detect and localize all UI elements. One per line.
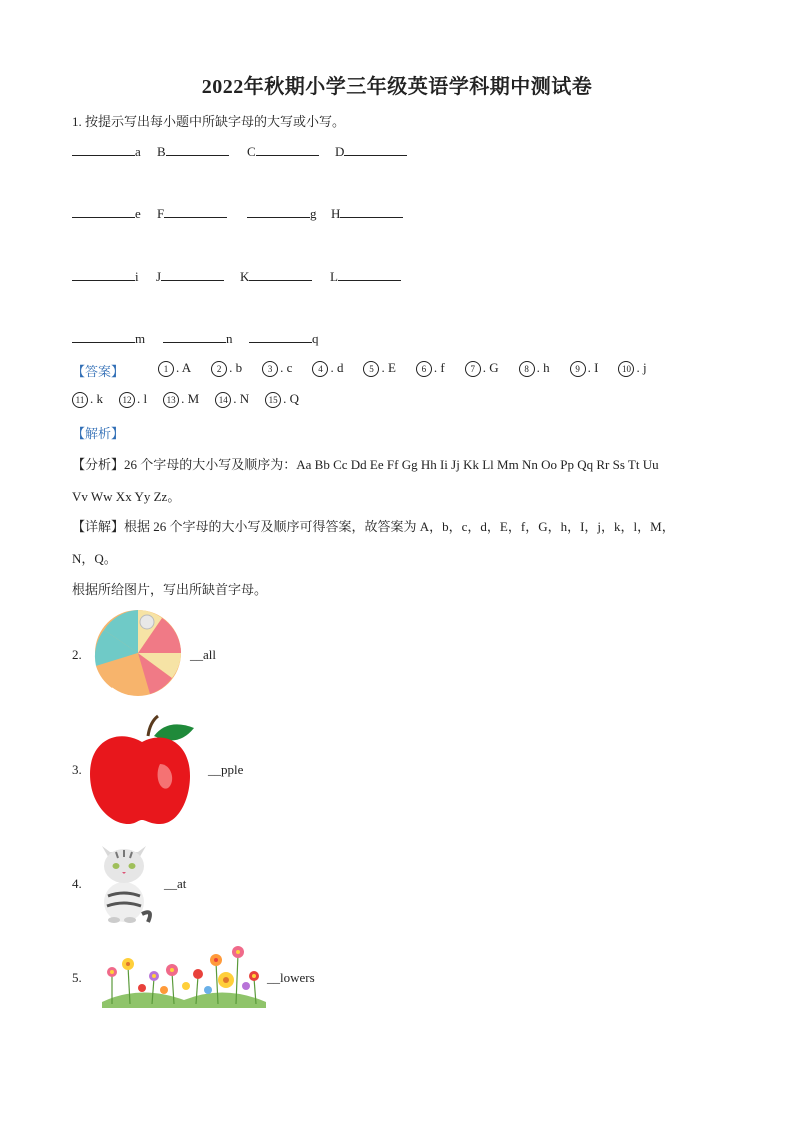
item-3-number: 3.: [72, 762, 82, 777]
answer-blank[interactable]: [166, 143, 229, 156]
answer-value: . j: [636, 360, 647, 375]
answer-item: [465, 360, 499, 377]
letter: m: [135, 331, 146, 346]
answer-blank[interactable]: [72, 268, 135, 281]
letter: n: [226, 331, 233, 346]
letter: e: [135, 206, 141, 221]
q1-row-4-c: [249, 330, 319, 347]
answer-number: 10: [618, 361, 634, 377]
xiangjie-line-1: [72, 516, 675, 535]
q1-row-2: [72, 205, 141, 222]
q1-row-1-b: [157, 143, 229, 160]
answer-blank[interactable]: [72, 330, 135, 343]
answer-blank[interactable]: [247, 205, 310, 218]
answer-blank[interactable]: [164, 205, 227, 218]
q1-row-1-c: [247, 143, 319, 160]
letter: g: [310, 206, 317, 221]
answer-number: 11: [72, 392, 88, 408]
q1-row-3: [72, 268, 139, 285]
letter: B: [157, 144, 166, 159]
apple-icon: [88, 714, 196, 826]
answer-blank[interactable]: [249, 330, 312, 343]
answer-number: 15: [265, 392, 281, 408]
answer-number: 6: [416, 361, 432, 377]
answer-item: [158, 360, 191, 377]
answer-number: 13: [163, 392, 179, 408]
q1-row-4-b: [163, 330, 233, 347]
answer-item: [618, 360, 646, 377]
q1-row-3-d: [330, 268, 401, 285]
answer-value: . E: [381, 360, 396, 375]
letter: q: [312, 331, 319, 346]
answer-line-1: [158, 360, 667, 377]
fenxi-tag: 【分析】: [72, 457, 125, 472]
answer-number: 5: [363, 361, 379, 377]
q1-row-4: [72, 330, 145, 347]
letter: a: [135, 144, 141, 159]
item-5-word: __lowers: [267, 970, 315, 985]
answer-item: [119, 391, 147, 408]
answer-item: [215, 391, 249, 408]
item-4-number: 4.: [72, 876, 82, 891]
answer-blank[interactable]: [72, 143, 135, 156]
q1-row-2-c: [247, 205, 317, 222]
answer-number: 14: [215, 392, 231, 408]
answer-number: 1: [158, 361, 174, 377]
answer-value: . A: [176, 360, 192, 375]
item-3-word: __pple: [208, 762, 244, 777]
answer-item: [519, 360, 550, 377]
q1-row-3-b: [156, 268, 224, 285]
xiangjie-text: 根据 26 个字母的大小写及顺序可得答案，故答案为 A，b，c，d，E，f，G，h，I，j，k，l，M，: [124, 519, 675, 534]
answer-blank[interactable]: [338, 268, 401, 281]
letter: i: [135, 269, 139, 284]
letter: L: [330, 269, 338, 284]
answer-item: [72, 391, 103, 408]
q1-row-2-b: [157, 205, 227, 222]
answer-number: 3: [262, 361, 278, 377]
answer-blank[interactable]: [163, 330, 226, 343]
q1-row-3-c: [240, 268, 312, 285]
answer-value: . f: [433, 360, 445, 375]
fenxi-line-2: Vv Ww Xx Yy Zz。: [72, 489, 181, 504]
answer-number: 8: [519, 361, 535, 377]
cat-icon: [96, 838, 154, 924]
q1-row-1-d: [335, 143, 407, 160]
answer-blank[interactable]: [340, 205, 403, 218]
fenxi-line-1: [72, 454, 659, 473]
page-title: 2022年秋期小学三年级英语学科期中测试卷: [201, 76, 593, 98]
answer-value: . I: [587, 360, 599, 375]
answer-number: 4: [312, 361, 328, 377]
beach-ball-icon: [92, 608, 184, 698]
letter: K: [240, 269, 250, 284]
answer-item: [265, 391, 299, 408]
answer-item: [570, 360, 599, 377]
letter: F: [157, 206, 165, 221]
answer-item: [262, 360, 292, 377]
xiangjie-line-2: N，Q。: [72, 551, 117, 566]
flowers-icon: [100, 944, 268, 1010]
analysis-tag: 【解析】: [72, 426, 125, 441]
letter: J: [156, 269, 162, 284]
answer-blank[interactable]: [256, 143, 319, 156]
answer-item: [363, 360, 395, 377]
q1-prompt: 1. 按提示写出每小题中所缺字母的大写或小写。: [72, 114, 346, 129]
letter: H: [331, 206, 341, 221]
answer-value: . l: [137, 391, 148, 406]
answer-number: 7: [465, 361, 481, 377]
q1-row-1: [72, 143, 141, 160]
letter: D: [335, 144, 345, 159]
answer-value: . Q: [283, 391, 299, 406]
answer-value: . G: [482, 360, 499, 375]
answer-blank[interactable]: [72, 205, 135, 218]
answer-blank[interactable]: [161, 268, 224, 281]
xiangjie-tag: 【详解】: [72, 519, 125, 534]
answer-value: . M: [181, 391, 200, 406]
item-2-word: __all: [190, 647, 216, 662]
answer-item: [416, 360, 445, 377]
item-2-number: 2.: [72, 647, 82, 662]
item-5-number: 5.: [72, 970, 82, 985]
answer-number: 9: [570, 361, 586, 377]
letter: C: [247, 144, 256, 159]
q1-row-2-d: [331, 205, 403, 222]
answer-blank[interactable]: [344, 143, 407, 156]
answer-number: 2: [211, 361, 227, 377]
answer-value: . k: [90, 391, 103, 406]
answer-value: . N: [233, 391, 250, 406]
answer-value: . h: [536, 360, 550, 375]
answer-item: [211, 360, 242, 377]
answer-value: . c: [280, 360, 293, 375]
answer-item: [163, 391, 199, 408]
answer-value: . b: [229, 360, 243, 375]
answer-number: 12: [119, 392, 135, 408]
answer-blank[interactable]: [249, 268, 312, 281]
answer-item: [312, 360, 343, 377]
fenxi-text: 26 个字母的大小写及顺序为：Aa Bb Cc Dd Ee Ff Gg Hh Ii Jj Kk Ll Mm Nn Oo Pp Qq Rr Ss Tt Uu: [124, 457, 659, 472]
answer-tag: 【答案】: [72, 364, 125, 379]
section2-instruction: 根据所给图片，写出所缺首字母。: [72, 582, 268, 597]
answer-line-2: [72, 391, 315, 408]
item-4-word: __at: [164, 876, 187, 891]
answer-value: . d: [330, 360, 344, 375]
